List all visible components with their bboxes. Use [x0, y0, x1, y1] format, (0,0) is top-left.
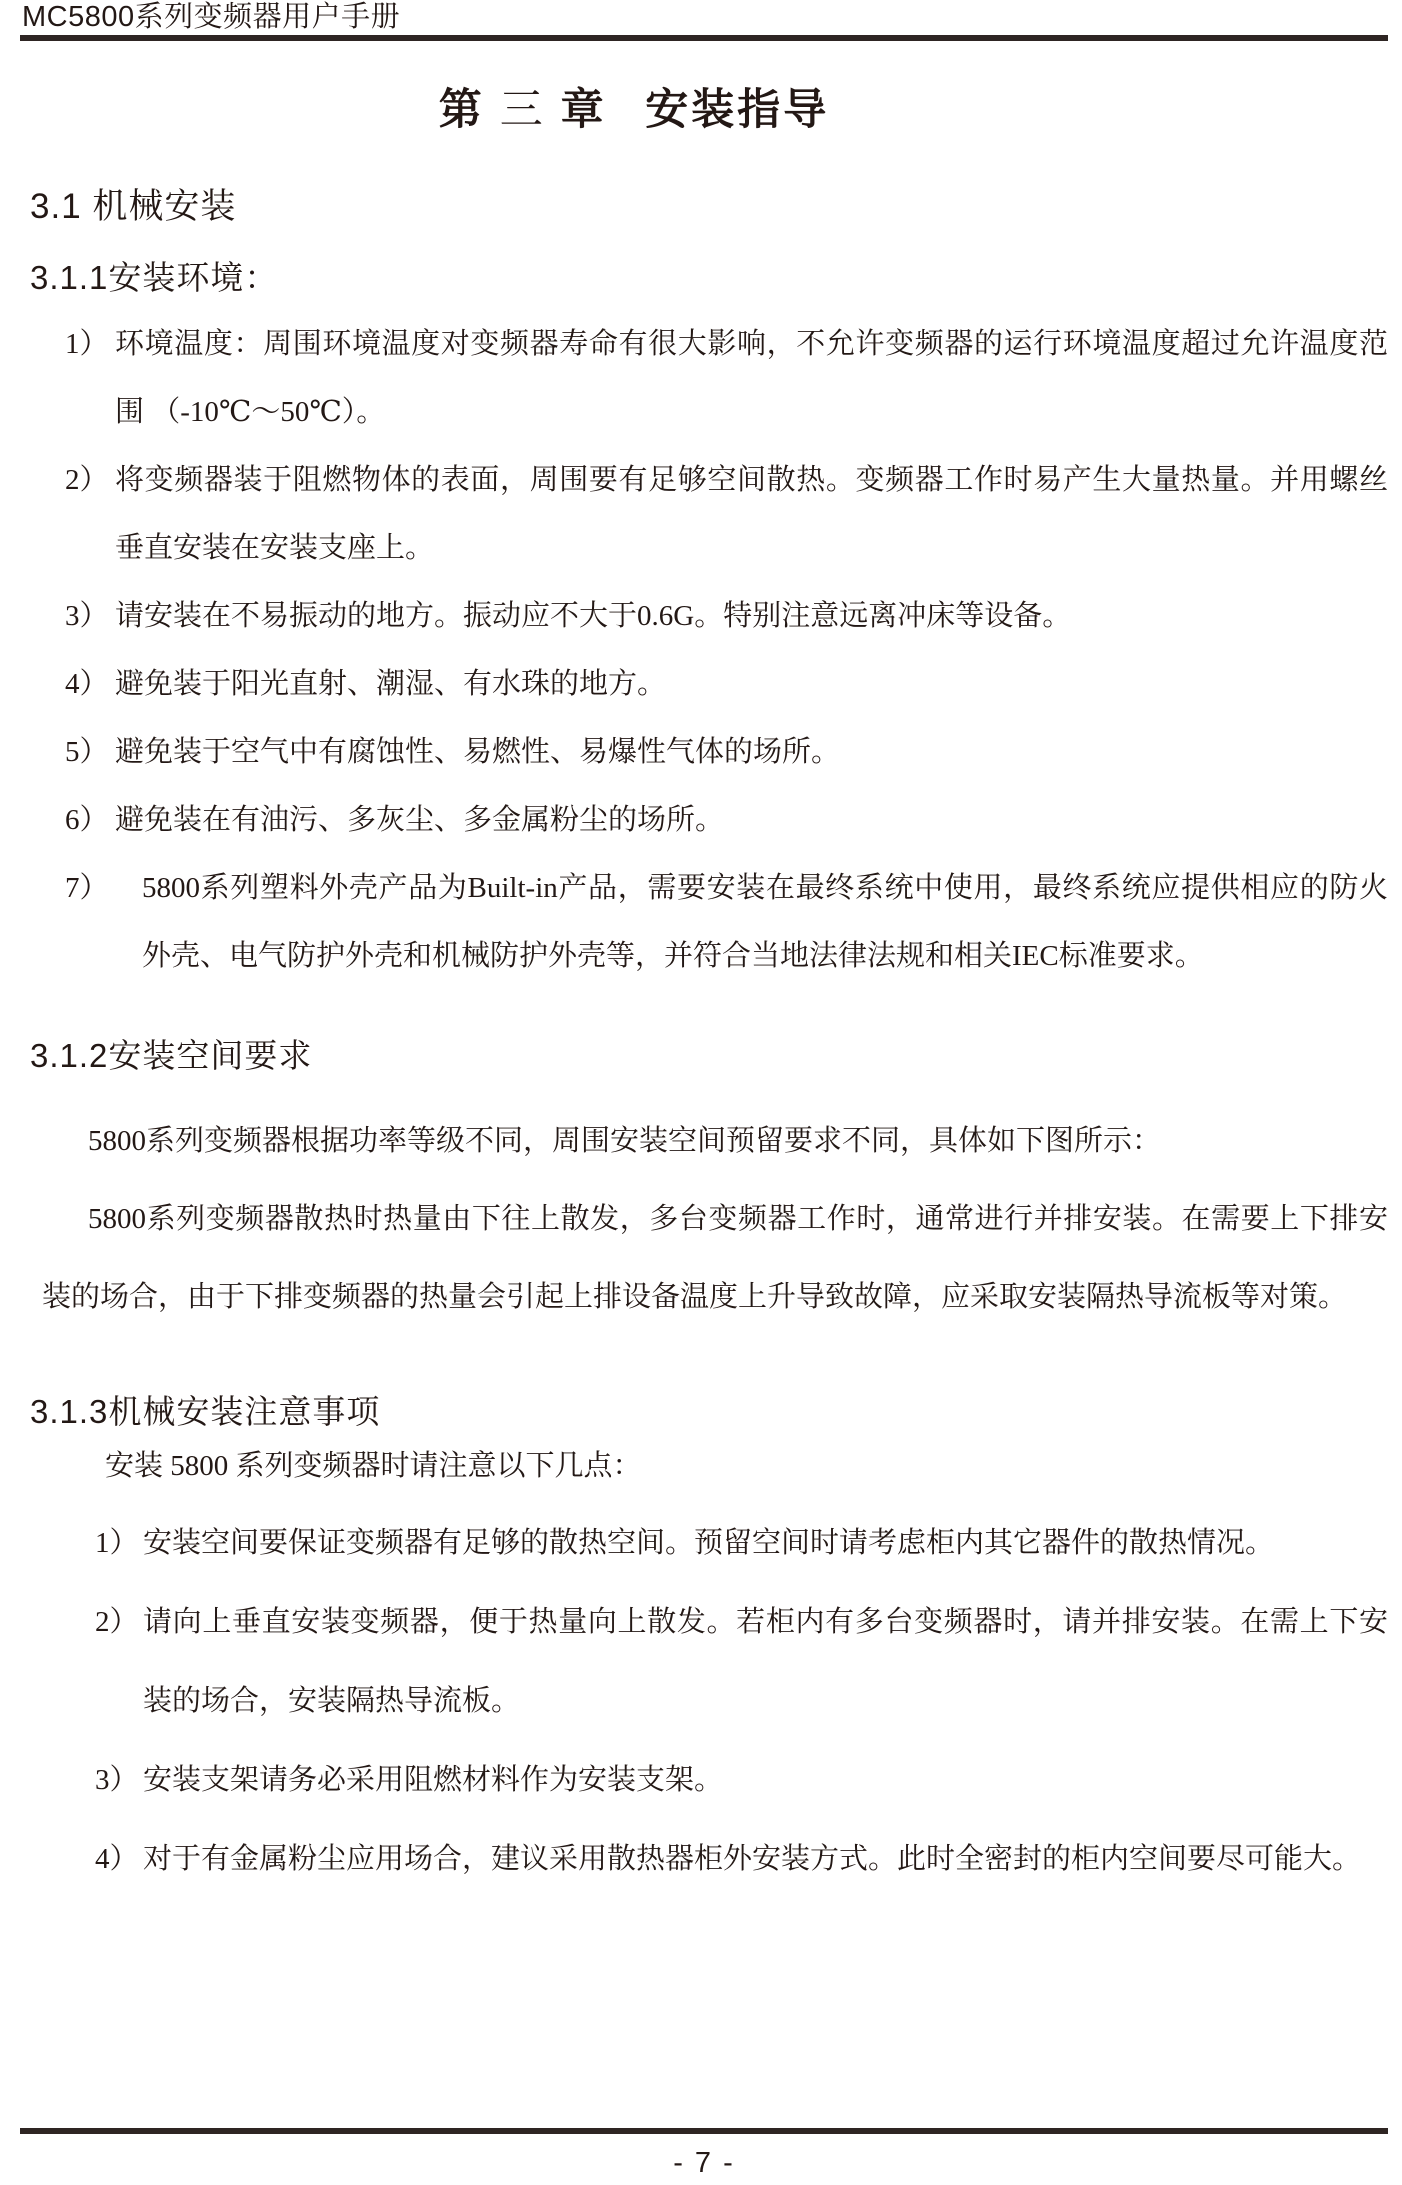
list-item-text: 避免装于阳光直射、潮湿、有水珠的地方。 — [115, 668, 667, 700]
list-item-text: 请安装在不易振动的地方。振动应不大于0.6G。特别注意远离冲床等设备。 — [115, 600, 1072, 632]
section-heading-3-1-3: 3.1.3机械安装注意事项 — [30, 1393, 381, 1430]
list-item-marker: 3） — [95, 1764, 139, 1796]
list-item-7 — [65, 854, 1388, 990]
list-item-text: 环境温度：周围环境温度对变频器寿命有很大影响，不允许变频器的运行环境温度超过允许温度范围 （-10℃～50℃）。 — [115, 328, 1388, 428]
chapter-title-char-1: 第 — [438, 86, 485, 134]
list-item-marker: 4） — [95, 1843, 139, 1875]
precautions-intro: 安装 5800 系列变频器时请注意以下几点： — [105, 1450, 642, 1482]
list-item-marker: 4） — [65, 668, 109, 700]
installation-environment-list — [20, 310, 1388, 990]
list-item-text: 避免装于空气中有腐蚀性、易燃性、易爆性气体的场所。 — [115, 736, 841, 768]
page-footer — [20, 2128, 1388, 2185]
space-requirements-paragraph-2: 5800系列变频器散热时热量由下往上散发，多台变频器工作时，通常进行并排安装。在需要上下排安装的场合，由于下排变频器的热量会引起上排设备温度上升导致故障，应采取安装隔热导流板等对策。 — [42, 1203, 1388, 1313]
list-item-text: 安装空间要保证变频器有足够的散热空间。预留空间时请考虑柜内其它器件的散热情况。 — [143, 1527, 1275, 1559]
chapter-title-rest: 安装指导 — [645, 86, 830, 134]
precaution-item-1 — [95, 1504, 1388, 1583]
list-item-6 — [65, 786, 1388, 854]
list-item-text: 请向上垂直安装变频器，便于热量向上散发。若柜内有多台变频器时，请并排安装。在需上下安装的场合，安装隔热导流板。 — [143, 1606, 1388, 1717]
page-header — [20, 0, 1388, 41]
list-item-2 — [65, 446, 1388, 582]
precaution-item-2 — [95, 1583, 1388, 1741]
precaution-item-4 — [95, 1820, 1388, 1899]
section-heading-3-1: 3.1 机械安装 — [30, 187, 237, 226]
list-item-text: 对于有金属粉尘应用场合，建议采用散热器柜外安装方式。此时全密封的柜内空间要尽可能大。 — [143, 1843, 1362, 1875]
section-heading-3-1-1: 3.1.1安装环境： — [30, 259, 279, 296]
chapter-title-char-2: 三 — [499, 86, 546, 134]
list-item-marker: 2） — [65, 464, 109, 496]
precaution-item-3 — [95, 1741, 1388, 1820]
chapter-title — [20, 87, 1248, 134]
list-item-5 — [65, 718, 1388, 786]
document-title: MC5800系列变频器用户手册 — [22, 1, 401, 33]
list-item-text: 避免装在有油污、多灰尘、多金属粉尘的场所。 — [115, 804, 725, 836]
section-heading-3-1-2: 3.1.2安装空间要求 — [30, 1037, 313, 1074]
page-number: - 7 - — [673, 2147, 735, 2179]
list-item-marker: 6） — [65, 804, 109, 836]
list-item-4 — [65, 650, 1388, 718]
chapter-title-char-3: 章 — [560, 86, 607, 134]
list-item-marker: 3） — [65, 600, 109, 632]
list-item-3 — [65, 582, 1388, 650]
list-item-marker: 2） — [95, 1606, 139, 1638]
list-item-text: 5800系列塑料外壳产品为Built-in产品，需要安装在最终系统中使用，最终系统应提供相应的防火外壳、电气防护外壳和机械防护外壳等，并符合当地法律法规和相关IEC标准要求。 — [142, 872, 1388, 972]
list-item-marker: 7） — [65, 872, 109, 904]
mechanical-precautions-list — [20, 1504, 1388, 1899]
list-item-marker: 1） — [65, 328, 109, 360]
list-item-1 — [65, 310, 1388, 446]
list-item-marker: 1） — [95, 1527, 139, 1559]
list-item-text: 将变频器装于阻燃物体的表面，周围要有足够空间散热。变频器工作时易产生大量热量。并用螺丝垂直安装在安装支座上。 — [115, 464, 1388, 564]
list-item-text: 安装支架请务必采用阻燃材料作为安装支架。 — [143, 1764, 724, 1796]
list-item-marker: 5） — [65, 736, 109, 768]
space-requirements-paragraph-1: 5800系列变频器根据功率等级不同，周围安装空间预留要求不同，具体如下图所示： — [88, 1125, 1162, 1157]
